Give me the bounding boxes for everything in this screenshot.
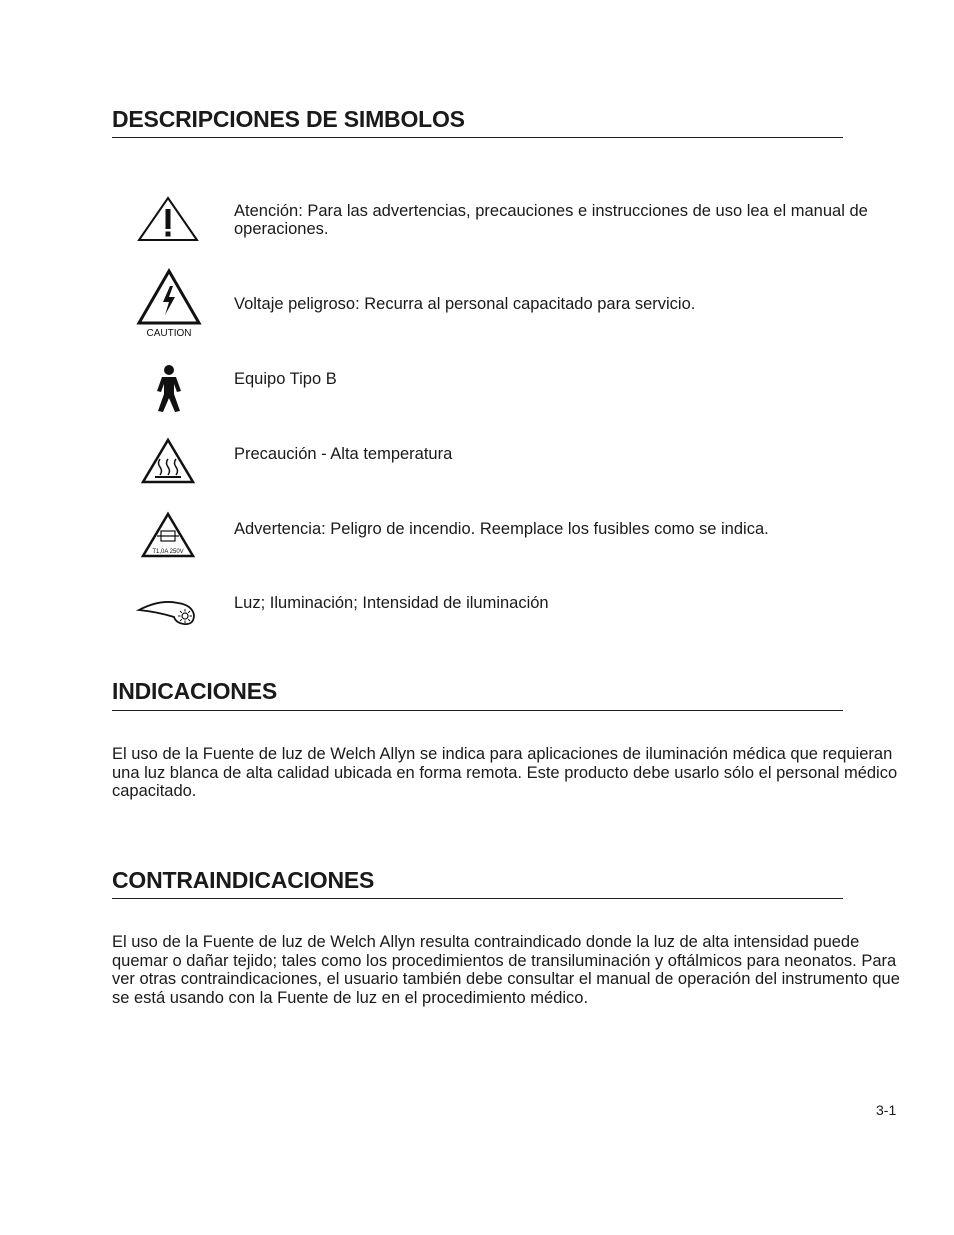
- section-divider: [112, 137, 843, 138]
- dangerous-voltage-icon: [134, 268, 204, 342]
- high-temperature-icon: [140, 437, 196, 485]
- symbol-description: Atención: Para las advertencias, precauciones e instrucciones de uso lea el manual de operaciones.: [234, 202, 868, 238]
- section-divider: [112, 710, 843, 711]
- section-divider: [112, 898, 843, 899]
- type-b-equipment-icon: [152, 364, 186, 414]
- page-number: 3-1: [876, 1102, 897, 1118]
- attention-triangle-icon: [136, 195, 200, 243]
- symbol-description: Precaución - Alta temperatura: [234, 445, 453, 463]
- illumination-icon: [136, 597, 200, 629]
- symbol-description: Voltaje peligroso: Recurra al personal capacitado para servicio.: [234, 295, 696, 313]
- caution-label: CAUTION: [146, 328, 192, 339]
- indications-paragraph: El uso de la Fuente de luz de Welch Allyn se indica para aplicaciones de iluminación médica que requieran una luz blanca de alta calidad ubicada en forma remota. Este producto debe usarlo sólo el personal médico capacitado.: [112, 745, 898, 801]
- fuse-rating-label: T1,0A 250V: [152, 549, 184, 555]
- symbol-description: Luz; Iluminación; Intensidad de iluminación: [234, 594, 549, 612]
- fuse-warning-icon: [140, 511, 196, 559]
- symbols-heading: DESCRIPCIONES DE SIMBOLOS: [112, 106, 465, 132]
- indications-heading: INDICACIONES: [112, 678, 278, 704]
- contraindications-paragraph: El uso de la Fuente de luz de Welch Allyn resulta contraindicado donde la luz de alta intensidad puede quemar o dañar tejido; tales como los procedimientos de transiluminación y oftálmicos para neonatos. Para ver otras contraindicaciones, el usuario también debe consultar el manual de operación del instrumento que se está usando con la Fuente de luz en el procedimiento médico.: [112, 933, 900, 1007]
- contraindications-heading: CONTRAINDICACIONES: [112, 867, 375, 893]
- symbol-description: Advertencia: Peligro de incendio. Reemplace los fusibles como se indica.: [234, 520, 769, 538]
- symbol-description: Equipo Tipo B: [234, 370, 337, 388]
